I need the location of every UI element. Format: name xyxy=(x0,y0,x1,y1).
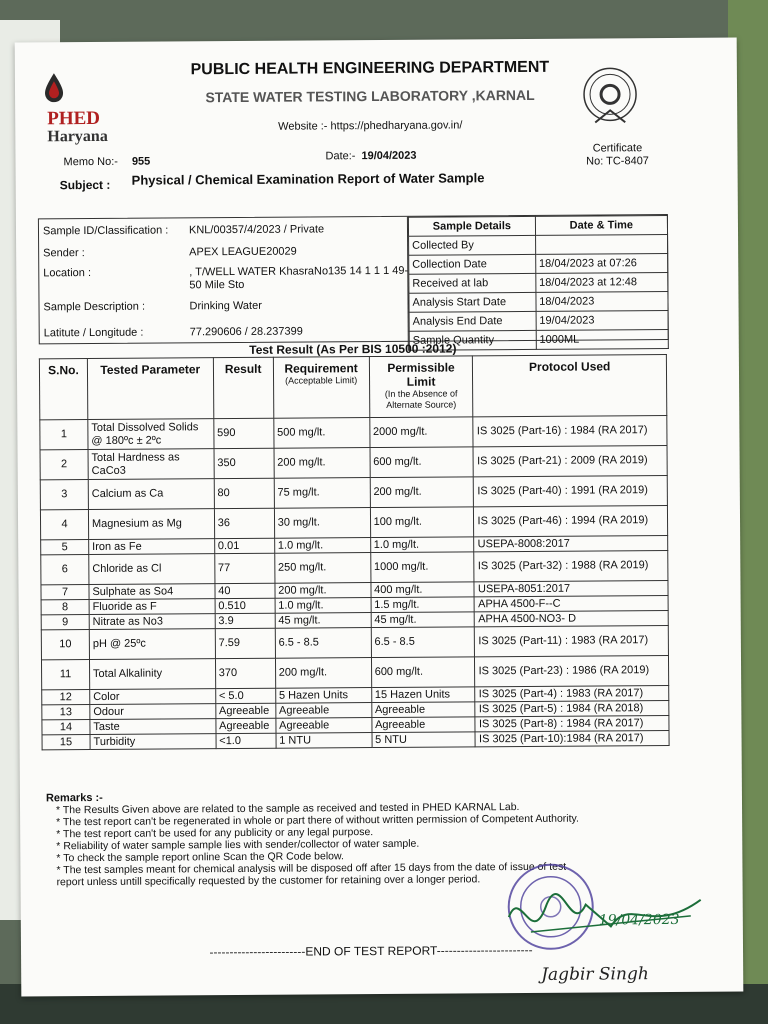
details-row xyxy=(409,234,668,255)
col-sno: S.No. xyxy=(39,359,87,420)
info-label: Sample Description : xyxy=(43,300,146,314)
cell-parameter: Chloride as Cl xyxy=(89,554,215,585)
cell-result: 370 xyxy=(215,658,275,688)
cell-sno: 9 xyxy=(41,615,89,630)
cell-protocol: IS 3025 (Part-16) : 1984 (RA 2017) xyxy=(473,415,667,446)
cell-sno: 1 xyxy=(40,420,88,450)
table-row xyxy=(40,475,667,509)
cell-result: 0.510 xyxy=(215,598,275,613)
remark-line: * The Results Given above are related to the sample as received and tested in PHED KARNAL Lab. xyxy=(55,801,520,817)
cell-parameter: Taste xyxy=(90,719,216,735)
remark-line: * The test samples meant for chemical analysis will be disposed off after 15 days from the date of issue of test xyxy=(56,860,567,877)
col-result: Result xyxy=(213,357,273,418)
cell-protocol: IS 3025 (Part-40) : 1991 (RA 2019) xyxy=(474,475,668,506)
memo-label: Memo No:- xyxy=(63,155,118,169)
col-permissible xyxy=(369,356,473,418)
details-row xyxy=(409,253,668,274)
logo-haryana-text: Haryana xyxy=(47,127,108,146)
cell-parameter: Nitrate as No3 xyxy=(89,614,215,630)
cell-permissible: Agreeable xyxy=(371,702,475,718)
cell-requirement: Agreeable xyxy=(275,703,371,719)
remarks-section xyxy=(46,788,707,889)
cell-sno: 3 xyxy=(40,480,88,510)
cell-permissible: 600 mg/lt. xyxy=(370,447,474,478)
cell-sno: 14 xyxy=(42,720,90,735)
info-value: APEX LEAGUE20029 xyxy=(189,245,297,259)
details-value: 18/04/2023 at 12:48 xyxy=(536,272,668,292)
sample-details-table xyxy=(407,215,669,351)
date-value: 19/04/2023 xyxy=(361,149,417,163)
sample-info-box xyxy=(38,214,669,347)
cell-requirement: 1 NTU xyxy=(276,733,372,749)
details-label: Received at lab xyxy=(409,273,536,293)
phed-drop-icon xyxy=(43,72,65,102)
cell-parameter: Magnesium as Mg xyxy=(88,509,214,540)
cell-protocol: IS 3025 (Part-32) : 1988 (RA 2019) xyxy=(474,550,668,581)
cell-requirement: 75 mg/lt. xyxy=(274,478,370,509)
cell-sno: 13 xyxy=(42,705,90,720)
cell-permissible: 1.0 mg/lt. xyxy=(370,537,474,553)
cell-permissible: 600 mg/lt. xyxy=(371,657,475,688)
details-label: Collection Date xyxy=(409,254,536,274)
cell-sno: 2 xyxy=(40,450,88,480)
cell-protocol: IS 3025 (Part-11) : 1983 (RA 2017) xyxy=(475,625,669,656)
cell-parameter: pH @ 25ºc xyxy=(89,629,215,660)
laboratory-title: STATE WATER TESTING LABORATORY ,KARNAL xyxy=(205,86,535,106)
remark-line: * The test report can't be used for any publicity or any legal purpose. xyxy=(56,826,374,841)
details-value: 1000ML xyxy=(536,329,668,349)
cell-sno: 11 xyxy=(41,660,89,690)
cell-sno: 4 xyxy=(40,510,88,540)
cell-result: 0.01 xyxy=(214,538,274,553)
details-value: 18/04/2023 at 07:26 xyxy=(535,253,667,273)
cell-sno: 8 xyxy=(41,600,89,615)
cell-result: 80 xyxy=(214,478,274,508)
cell-parameter: Odour xyxy=(90,704,216,720)
memo-number xyxy=(63,156,150,169)
cell-requirement: 45 mg/lt. xyxy=(275,613,371,629)
remark-line: * Reliability of water sample sample lies with sender/collector of water sample. xyxy=(56,837,420,853)
cell-protocol: IS 3025 (Part-21) : 2009 (RA 2019) xyxy=(473,445,667,476)
col-requirement-sub: (Acceptable Limit) xyxy=(285,375,358,386)
results-title: Test Result (As Per BIS 10500 :2012) xyxy=(249,341,457,357)
cell-requirement: 200 mg/lt. xyxy=(274,448,370,479)
remark-line: report unless untill specifically requested by the customer for retaining over a longer period. xyxy=(56,873,481,889)
cell-parameter: Total Dissolved Solids @ 180ºc ± 2ºc xyxy=(88,419,214,450)
cell-result: 40 xyxy=(215,583,275,598)
cell-parameter: Fluoride as F xyxy=(89,599,215,615)
info-value: , T/WELL WATER KhasraNo135 14 1 1 1 49-50 Mile Sto xyxy=(189,264,409,292)
cell-parameter: Calcium as Ca xyxy=(88,479,214,510)
logo-phed-text: PHED xyxy=(47,107,101,130)
cell-permissible: 5 NTU xyxy=(372,732,476,748)
remarks-title: Remarks :- xyxy=(45,791,103,805)
col-permissible-title: Permissible Limit xyxy=(387,360,455,389)
details-value: 18/04/2023 xyxy=(536,291,668,311)
cell-protocol: IS 3025 (Part-10):1984 (RA 2017) xyxy=(475,730,669,746)
results-table xyxy=(39,354,670,750)
details-row xyxy=(409,291,668,312)
end-of-report: ------------------------END OF TEST REPORT------------------------ xyxy=(209,942,533,960)
cell-sno: 6 xyxy=(41,555,89,585)
cell-permissible: 100 mg/lt. xyxy=(370,507,474,538)
cell-permissible: 2000 mg/lt. xyxy=(369,417,473,448)
cell-requirement: 6.5 - 8.5 xyxy=(275,628,371,659)
cell-permissible: 45 mg/lt. xyxy=(371,612,475,628)
table-row xyxy=(41,625,668,659)
cell-protocol: IS 3025 (Part-5) : 1984 (RA 2018) xyxy=(475,700,669,716)
remark-line: * To check the sample report online Scan the QR Code below. xyxy=(56,850,344,865)
cell-requirement: 1.0 mg/lt. xyxy=(275,598,371,614)
cell-protocol: IS 3025 (Part-46) : 1994 (RA 2019) xyxy=(474,505,668,536)
cell-requirement: 500 mg/lt. xyxy=(273,418,369,449)
details-label: Analysis Start Date xyxy=(409,292,536,312)
cell-result: 3.9 xyxy=(215,613,275,628)
col-requirement xyxy=(273,357,369,419)
cell-protocol: APHA 4500-NO3- D xyxy=(475,610,669,626)
website-text: Website :- https://phedharyana.gov.in/ xyxy=(278,119,463,133)
cell-permissible: 15 Hazen Units xyxy=(371,687,475,703)
cell-result: < 5.0 xyxy=(215,688,275,703)
cell-result: <1.0 xyxy=(216,733,276,748)
cell-protocol: IS 3025 (Part-8) : 1984 (RA 2017) xyxy=(475,715,669,731)
details-head-left: Sample Details xyxy=(408,216,535,236)
col-requirement-title: Requirement xyxy=(284,361,358,376)
cell-result: 36 xyxy=(214,508,274,538)
cell-permissible: 6.5 - 8.5 xyxy=(371,627,475,658)
cell-parameter: Sulphate as So4 xyxy=(89,584,215,600)
cell-requirement: Agreeable xyxy=(276,718,372,734)
cell-result: 350 xyxy=(214,448,274,478)
details-value: 19/04/2023 xyxy=(536,310,668,330)
details-head-right: Date & Time xyxy=(535,215,667,235)
cell-result: 590 xyxy=(213,418,273,448)
cell-parameter: Turbidity xyxy=(90,734,216,750)
cell-permissible: 1000 mg/lt. xyxy=(370,552,474,583)
info-label: Latitute / Longitude : xyxy=(43,326,144,340)
cell-protocol: IS 3025 (Part-23) : 1986 (RA 2019) xyxy=(475,655,669,686)
cell-sno: 5 xyxy=(41,540,89,555)
details-row xyxy=(409,310,668,331)
table-row xyxy=(41,655,668,689)
signature-date: 19/04/2023 xyxy=(598,911,680,929)
cell-sno: 7 xyxy=(41,585,89,600)
table-row xyxy=(40,445,667,479)
results-header-row xyxy=(39,354,666,419)
cell-result: 7.59 xyxy=(215,628,275,658)
col-protocol: Protocol Used xyxy=(473,354,667,416)
details-row xyxy=(409,272,668,293)
table-row xyxy=(40,505,667,539)
col-permissible-sub: (In the Absence of Alternate Source) xyxy=(384,388,458,410)
certificate-label: Certificate xyxy=(592,142,643,155)
details-label: Sample Quantity xyxy=(409,330,536,350)
cell-permissible: 1.5 mg/lt. xyxy=(371,597,475,613)
cell-requirement: 30 mg/lt. xyxy=(274,508,370,539)
cell-protocol: IS 3025 (Part-4) : 1983 (RA 2017) xyxy=(475,685,669,701)
report-date xyxy=(325,150,416,163)
remark-line: * The test report can't be regenerated in whole or part there of without written permission of Competent Authority. xyxy=(56,812,579,829)
cell-result: Agreeable xyxy=(216,718,276,733)
cell-result: Agreeable xyxy=(215,703,275,718)
date-label: Date:- xyxy=(325,150,356,163)
test-report-document xyxy=(15,37,744,996)
subject-label: Subject : xyxy=(59,177,111,193)
cell-result: 77 xyxy=(214,553,274,583)
accreditation-emblem-icon xyxy=(575,64,646,136)
cell-protocol: APHA 4500-F--C xyxy=(475,595,669,611)
cell-sno: 15 xyxy=(42,735,90,750)
col-parameter: Tested Parameter xyxy=(87,358,213,420)
cell-requirement: 5 Hazen Units xyxy=(275,688,371,704)
cell-parameter: Total Hardness as CaCo3 xyxy=(88,449,214,480)
info-label: Sample ID/Classification : xyxy=(42,224,169,238)
table-row xyxy=(41,550,668,584)
cell-protocol: USEPA-8051:2017 xyxy=(474,580,668,596)
certificate-number: No: TC-8407 xyxy=(586,155,649,168)
table-row xyxy=(40,415,667,449)
info-label: Sender : xyxy=(43,247,85,260)
cell-requirement: 1.0 mg/lt. xyxy=(274,538,370,554)
cell-permissible: 400 mg/lt. xyxy=(371,582,475,598)
info-value: KNL/00357/4/2023 / Private xyxy=(188,223,325,237)
cell-requirement: 200 mg/lt. xyxy=(275,658,371,689)
info-label: Location : xyxy=(43,267,92,280)
info-value: 77.290606 / 28.237399 xyxy=(189,325,303,339)
cell-requirement: 250 mg/lt. xyxy=(274,553,370,584)
cell-permissible: 200 mg/lt. xyxy=(370,477,474,508)
info-value: Drinking Water xyxy=(189,299,262,313)
cell-sno: 10 xyxy=(41,630,89,660)
cell-sno: 12 xyxy=(42,690,90,705)
cell-parameter: Color xyxy=(90,689,216,705)
cell-parameter: Total Alkalinity xyxy=(89,659,215,690)
department-title: PUBLIC HEALTH ENGINEERING DEPARTMENT xyxy=(190,58,550,79)
details-label: Collected By xyxy=(409,235,536,255)
cell-requirement: 200 mg/lt. xyxy=(275,583,371,599)
subject-text: Physical / Chemical Examination Report of Water Sample xyxy=(131,170,485,188)
memo-value: 955 xyxy=(131,155,151,168)
details-value xyxy=(535,234,667,254)
cell-permissible: Agreeable xyxy=(371,717,475,733)
cell-parameter: Iron as Fe xyxy=(89,539,215,555)
table-row xyxy=(42,730,669,749)
signatory-name: Jagbir Singh xyxy=(541,964,649,985)
cell-protocol: USEPA-8008:2017 xyxy=(474,535,668,551)
details-label: Analysis End Date xyxy=(409,311,536,331)
